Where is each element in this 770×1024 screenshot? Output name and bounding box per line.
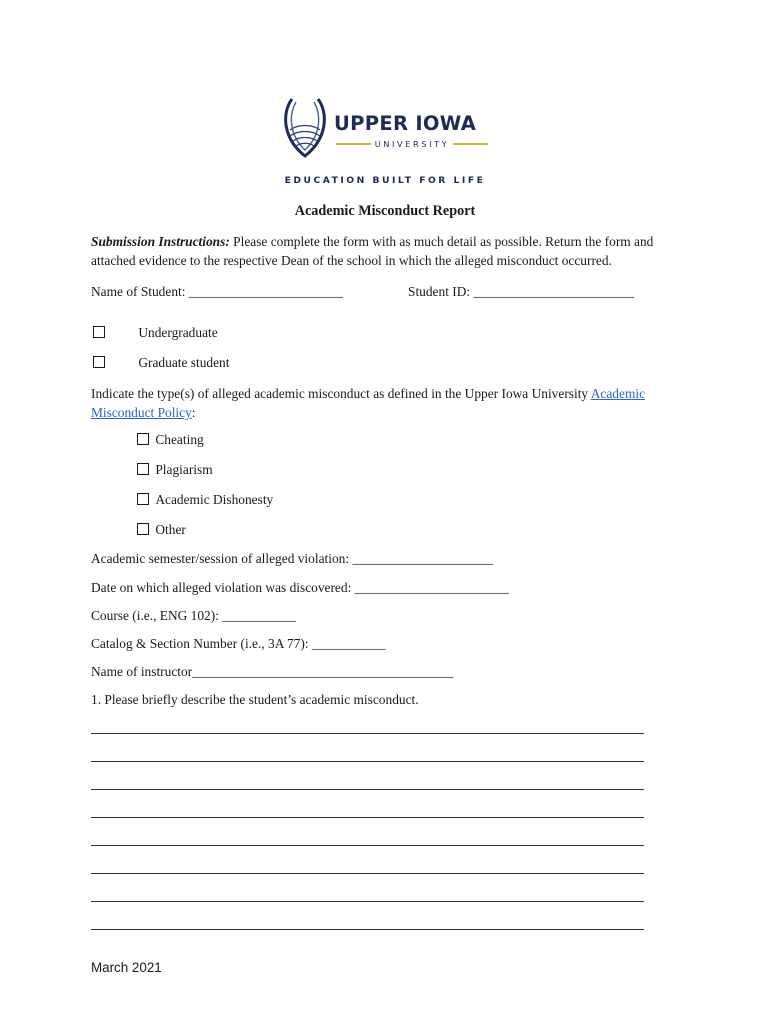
type-option-other[interactable] (137, 522, 186, 538)
checkbox-icon[interactable] (93, 326, 105, 338)
question-1: 1. Please briefly describe the student’s academic misconduct. (91, 692, 419, 707)
submission-instructions (91, 232, 691, 270)
logo-subtitle (336, 139, 488, 149)
page-title: Academic Misconduct Report (294, 203, 476, 219)
level-option-graduate[interactable] (93, 355, 229, 371)
option-label: Academic Dishonesty (155, 492, 274, 507)
catalog-section-field[interactable]: Catalog & Section Number (i.e., 3A 77): ___________ (91, 636, 386, 651)
checkbox-icon[interactable] (137, 433, 149, 445)
instructions-lead: Submission Instructions: (91, 234, 230, 249)
checkbox-icon[interactable] (93, 356, 105, 368)
checkbox-icon[interactable] (137, 463, 149, 475)
footer-date: March 2021 (91, 960, 162, 975)
misconduct-prompt-text: Indicate the type(s) of alleged academic misconduct as defined in the Upper Iowa University (91, 386, 591, 401)
checkbox-icon[interactable] (137, 493, 149, 505)
option-label: Plagiarism (155, 462, 213, 477)
option-label: Undergraduate (138, 325, 218, 340)
answer-line[interactable] (91, 845, 644, 846)
logo-emblem-icon (282, 96, 328, 162)
answer-line[interactable] (91, 761, 644, 762)
semester-field[interactable]: Academic semester/session of alleged violation: _____________________ (91, 551, 494, 566)
misconduct-prompt (91, 384, 681, 422)
instructions-body: Please complete the form with as much detail as possible. Return the form and attached evidence to the respective Dean of the school in which the alleged misconduct occurred. (91, 234, 654, 268)
level-option-undergraduate[interactable] (93, 325, 218, 341)
logo-tagline: EDUCATION BUILT FOR LIFE (284, 175, 486, 186)
university-logo (282, 96, 492, 162)
answer-line[interactable] (91, 873, 644, 874)
student-name-field[interactable]: Name of Student: _______________________ (91, 284, 343, 299)
answer-line[interactable] (91, 817, 644, 818)
date-discovered-field[interactable]: Date on which alleged violation was discovered: _______________________ (91, 580, 509, 595)
course-field[interactable]: Course (i.e., ENG 102): ___________ (91, 608, 296, 623)
type-option-cheating[interactable] (137, 432, 204, 448)
misconduct-prompt-end: : (191, 405, 196, 420)
type-option-academic-dishonesty[interactable] (137, 492, 273, 508)
checkbox-icon[interactable] (137, 523, 149, 535)
answer-line[interactable] (91, 929, 644, 930)
logo-subtitle-text: UNIVERSITY (374, 139, 450, 149)
option-label: Graduate student (138, 355, 230, 370)
type-option-plagiarism[interactable] (137, 462, 213, 478)
logo-rule-left (336, 143, 371, 145)
student-id-field[interactable]: Student ID: ________________________ (408, 284, 635, 299)
answer-line[interactable] (91, 901, 644, 902)
logo-rule-right (453, 143, 488, 145)
logo-wordmark: UPPER IOWA (334, 112, 477, 135)
option-label: Cheating (155, 432, 204, 447)
answer-line[interactable] (91, 733, 644, 734)
option-label: Other (155, 522, 186, 537)
answer-line[interactable] (91, 789, 644, 790)
policy-link[interactable]: Academic Misconduct Policy (91, 386, 646, 420)
instructor-field[interactable]: Name of instructor_______________________________________ (91, 664, 454, 679)
